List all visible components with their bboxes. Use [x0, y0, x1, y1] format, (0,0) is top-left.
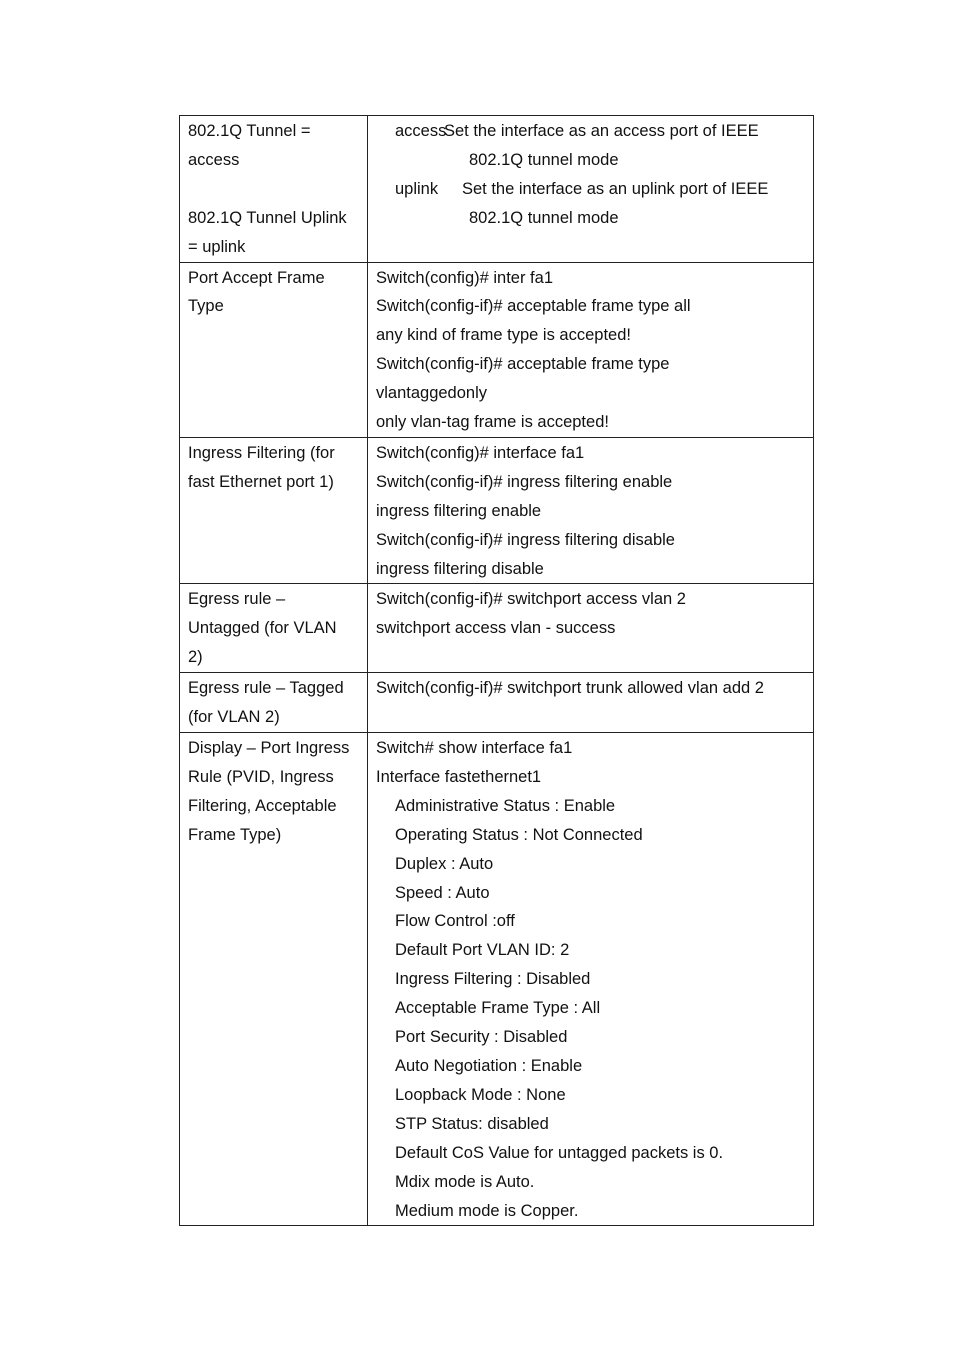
feature-label: access — [188, 150, 240, 169]
command-cell — [368, 673, 814, 733]
command-line: Switch(config-if)# ingress filtering disable — [376, 530, 675, 549]
table-row — [180, 673, 814, 733]
command-line: Switch# show interface fa1 — [376, 739, 573, 758]
command-line: Switch(config-if)# ingress filtering enable — [376, 472, 673, 491]
command-line: Switch(config-if)# switchport access vlan 2 — [376, 590, 686, 609]
table-row — [180, 584, 814, 673]
command-line: Switch(config-if)# acceptable frame type all — [376, 297, 691, 316]
feature-label: = uplink — [188, 237, 246, 256]
feature-cell — [180, 262, 368, 437]
status-line: Flow Control :off — [395, 912, 515, 931]
status-line: Port Security : Disabled — [395, 1028, 568, 1047]
feature-cell — [180, 116, 368, 263]
table-row — [180, 733, 814, 1226]
feature-label: Untagged (for VLAN — [188, 619, 337, 638]
option-access — [376, 117, 805, 146]
status-line: Speed : Auto — [395, 883, 490, 902]
command-line: Switch(config)# inter fa1 — [376, 268, 553, 287]
option-description-cont: 802.1Q tunnel mode — [469, 150, 619, 169]
feature-cell — [180, 584, 368, 673]
feature-label: Display – Port Ingress — [188, 739, 350, 758]
command-line: Switch(config-if)# acceptable frame type — [376, 355, 670, 374]
option-description-cont: 802.1Q tunnel mode — [469, 208, 619, 227]
status-line: Administrative Status : Enable — [395, 796, 616, 815]
feature-label: Frame Type) — [188, 825, 282, 844]
feature-label: Egress rule – Tagged — [188, 679, 344, 698]
option-description: Set the interface as an uplink port of IEEE — [462, 179, 769, 198]
command-reference-table — [179, 115, 814, 1226]
feature-label: 802.1Q Tunnel = — [188, 122, 311, 140]
status-line: Medium mode is Copper. — [395, 1201, 579, 1220]
command-line: vlantaggedonly — [376, 384, 488, 403]
spacer — [188, 175, 359, 204]
feature-label: Egress rule – — [188, 590, 286, 609]
output-line: any kind of frame type is accepted! — [376, 326, 631, 345]
status-line: Mdix mode is Auto. — [395, 1172, 535, 1191]
feature-label: Type — [188, 297, 224, 316]
status-line: Auto Negotiation : Enable — [395, 1056, 583, 1075]
status-line: Default Port VLAN ID: 2 — [395, 941, 570, 960]
status-line: Loopback Mode : None — [395, 1085, 566, 1104]
command-line: Switch(config)# interface fa1 — [376, 443, 585, 462]
feature-cell — [180, 437, 368, 584]
table-row — [180, 116, 814, 263]
feature-cell — [180, 733, 368, 1226]
feature-label: (for VLAN 2) — [188, 708, 280, 727]
command-cell — [368, 262, 814, 437]
feature-label: Port Accept Frame — [188, 268, 325, 287]
feature-label: Filtering, Acceptable — [188, 796, 337, 815]
option-keyword: uplink — [395, 179, 439, 198]
feature-label: fast Ethernet port 1) — [188, 472, 334, 491]
command-cell — [368, 584, 814, 673]
feature-label: 802.1Q Tunnel Uplink — [188, 208, 347, 227]
feature-label: 2) — [188, 648, 203, 667]
option-keyword: access — [395, 122, 447, 140]
output-line: Interface fastethernet1 — [376, 767, 542, 786]
command-cell — [368, 437, 814, 584]
option-description: Set the interface as an access port of IEEE — [444, 122, 759, 140]
output-line: ingress filtering enable — [376, 501, 542, 520]
status-line: STP Status: disabled — [395, 1114, 549, 1133]
status-line: Operating Status : Not Connected — [395, 825, 643, 844]
option-uplink — [376, 175, 805, 204]
feature-label: Rule (PVID, Ingress — [188, 767, 334, 786]
output-line: only vlan-tag frame is accepted! — [376, 413, 609, 432]
status-line: Acceptable Frame Type : All — [395, 999, 601, 1018]
output-line: switchport access vlan - success — [376, 619, 616, 638]
feature-cell — [180, 673, 368, 733]
command-cell — [368, 733, 814, 1226]
table-row — [180, 437, 814, 584]
command-cell — [368, 116, 814, 263]
status-line: Duplex : Auto — [395, 854, 494, 873]
status-line: Ingress Filtering : Disabled — [395, 970, 591, 989]
command-line: Switch(config-if)# switchport trunk allowed vlan add 2 — [376, 679, 764, 698]
feature-label: Ingress Filtering (for — [188, 443, 335, 462]
status-line: Default CoS Value for untagged packets is 0. — [395, 1143, 724, 1162]
output-line: ingress filtering disable — [376, 559, 544, 578]
table-row — [180, 262, 814, 437]
